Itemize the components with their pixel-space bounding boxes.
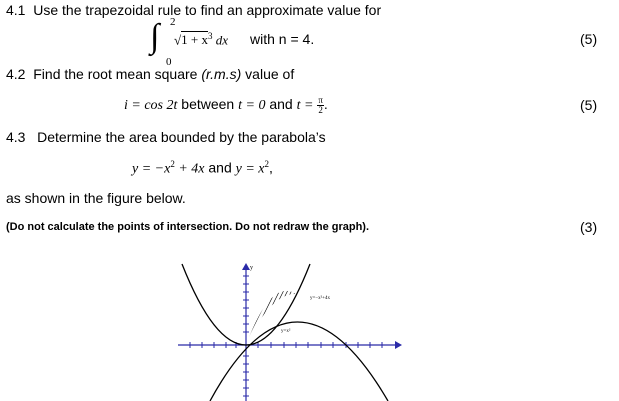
q41-line — [6, 2, 381, 18]
q43-text: Determine the area bounded by the parabola’s — [37, 129, 326, 145]
q43-eq1-exp: 2 — [170, 159, 175, 169]
q42-t1-lhs: t = — [296, 98, 314, 114]
q43-eq1-tail: + 4x — [174, 161, 205, 177]
x-axis — [178, 341, 402, 349]
q43-note: (Do not calculate the points of intersection. Do not redraw the graph). — [6, 221, 370, 233]
q42-marks: (5) — [580, 97, 598, 113]
q43-line — [6, 129, 326, 145]
q42-number: 4.2 — [6, 66, 26, 82]
q42-equation — [124, 96, 328, 115]
q42-t1-num: π — [318, 95, 323, 105]
integral-upper-limit: 2 — [170, 16, 176, 28]
q42-t1-end: . — [323, 96, 328, 113]
shaded-region — [230, 278, 310, 358]
q42-t1-den: 2 — [318, 105, 323, 115]
q43-shown-text: as shown in the figure below. — [6, 190, 186, 206]
q43-eq2-exp: 2 — [264, 159, 270, 169]
integral-lower-limit: 0 — [166, 56, 172, 68]
label-curve1: y=−x²+4x — [310, 296, 330, 301]
parabola-figure — [170, 258, 410, 401]
q42-eq-lhs: i = cos 2t — [124, 98, 178, 114]
q42-between: between — [181, 96, 235, 113]
integrand: $√1 + x^3$ dx — [174, 31, 229, 48]
q41-number: 4.1 — [6, 2, 26, 18]
q42-text-suffix: value of — [241, 66, 295, 82]
q43-and: and — [208, 159, 232, 176]
integrand-exponent: 3 — [207, 31, 213, 41]
q43-eq2-tail: , — [269, 159, 273, 176]
integral-sign: ∫ — [150, 18, 160, 55]
q43-number: 4.3 — [6, 129, 26, 145]
q41-text: Use the trapezoidal rule to find an approximate value for — [33, 2, 382, 18]
q43-eq2: y = x — [235, 161, 265, 177]
y-axis-label: y — [250, 265, 253, 271]
label-curve2: y=x² — [281, 329, 291, 334]
q43-eq1: y = −x — [132, 161, 171, 177]
q42-text-italic: (r.m.s) — [201, 66, 242, 82]
integrand-radicand: 1 + x — [181, 32, 208, 48]
q42-and: and — [269, 96, 293, 113]
y-axis — [242, 263, 253, 401]
integrand-dx: dx — [215, 32, 229, 48]
q41-condition: with n = 4. — [250, 31, 315, 47]
q42-text-prefix: Find the root mean square — [33, 66, 202, 82]
curve-neg-x-squared-plus-4x — [210, 322, 388, 401]
q41-marks: (5) — [580, 31, 598, 47]
q43-equations — [132, 159, 273, 178]
q42-line — [6, 66, 294, 82]
q42-t0: t = 0 — [238, 98, 266, 114]
q43-marks: (3) — [580, 219, 598, 235]
